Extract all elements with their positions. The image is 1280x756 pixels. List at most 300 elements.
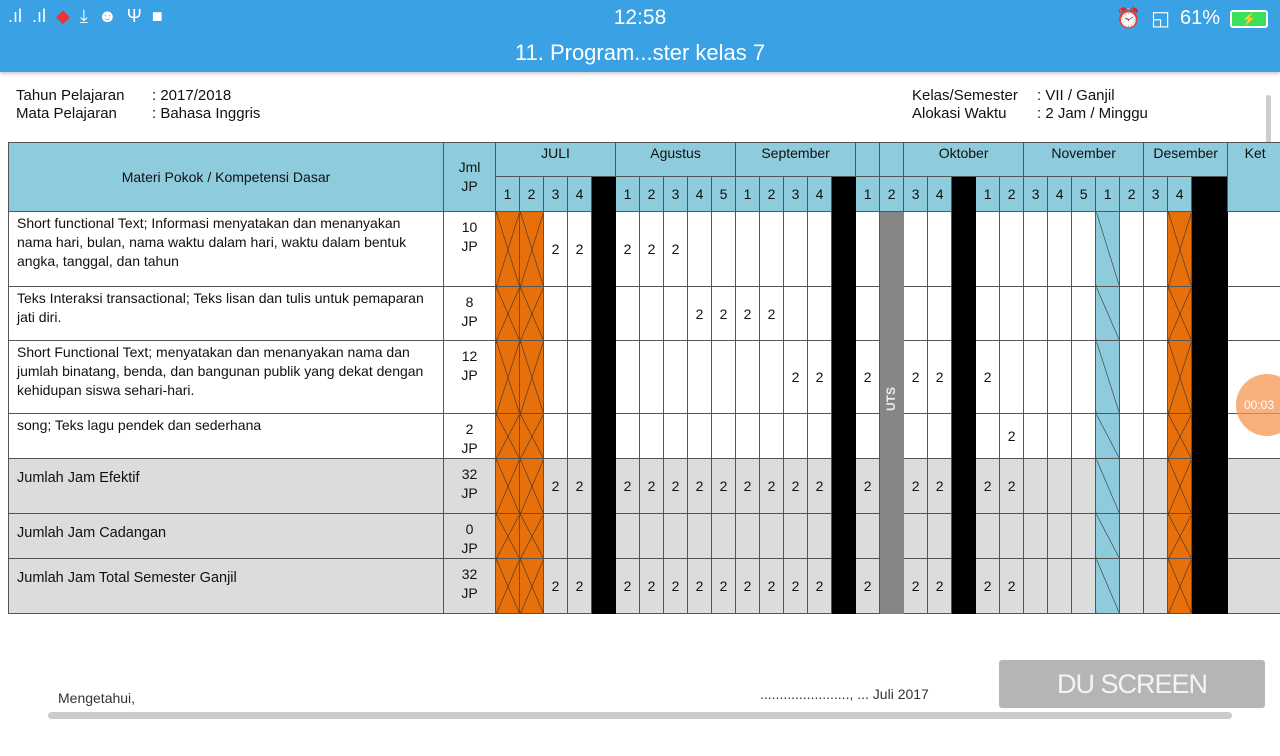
tahun-label: Tahun Pelajaran xyxy=(16,87,152,105)
week-cell: 2 xyxy=(616,459,640,514)
week-cell xyxy=(664,341,688,414)
week-cell xyxy=(976,212,1000,287)
week-cell xyxy=(1120,514,1144,559)
month-header: JULI xyxy=(496,143,616,177)
week-cell xyxy=(520,514,544,559)
week-cell xyxy=(832,514,856,559)
week-cell xyxy=(1096,459,1120,514)
week-header: 3 xyxy=(904,177,928,212)
week-cell xyxy=(952,287,976,341)
week-cell xyxy=(1024,287,1048,341)
week-cell xyxy=(1168,341,1192,414)
week-cell: 2 xyxy=(856,341,880,414)
week-cell xyxy=(1120,459,1144,514)
week-cell xyxy=(568,414,592,459)
week-cell xyxy=(1072,212,1096,287)
jp-cell: 10 JP xyxy=(444,212,496,287)
week-cell xyxy=(1096,212,1120,287)
materi-cell: Short functional Text; Informasi menyatakan dan menanyakan nama hari, bulan, nama waktu dalam hari, waktu dalam bentuk angka, tanggal, dan tahun xyxy=(9,212,444,287)
cast-icon: ◱ xyxy=(1151,6,1170,31)
week-cell xyxy=(1096,341,1120,414)
week-cell xyxy=(952,514,976,559)
week-header: 5 xyxy=(1072,177,1096,212)
week-cell xyxy=(1144,341,1168,414)
week-cell: 2 xyxy=(784,459,808,514)
week-cell xyxy=(952,341,976,414)
week-cell xyxy=(1144,414,1168,459)
week-header xyxy=(832,177,856,212)
week-cell xyxy=(688,212,712,287)
week-header xyxy=(592,177,616,212)
download-icon: ⤓ xyxy=(80,6,88,27)
week-cell: 2 xyxy=(712,559,736,614)
week-cell xyxy=(736,514,760,559)
jp-cell: 8 JP xyxy=(444,287,496,341)
clock: 12:58 xyxy=(0,6,1280,30)
week-cell xyxy=(520,287,544,341)
week-cell: 2 xyxy=(544,559,568,614)
week-cell: 2 xyxy=(640,559,664,614)
week-cell: 2 xyxy=(616,212,640,287)
week-cell xyxy=(1192,287,1228,341)
week-cell xyxy=(808,414,832,459)
week-cell xyxy=(664,287,688,341)
week-cell xyxy=(1168,459,1192,514)
week-header: 4 xyxy=(808,177,832,212)
week-cell: 2 xyxy=(976,459,1000,514)
week-header xyxy=(1192,177,1228,212)
week-cell: 2 xyxy=(688,287,712,341)
summary-row xyxy=(9,514,1280,559)
month-header: Oktober xyxy=(904,143,1024,177)
week-header: 2 xyxy=(520,177,544,212)
week-cell: 2 xyxy=(976,559,1000,614)
week-cell: 2 xyxy=(688,459,712,514)
month-header: September xyxy=(736,143,856,177)
week-cell: 2 xyxy=(544,459,568,514)
week-cell: 2 xyxy=(664,459,688,514)
week-cell xyxy=(856,414,880,459)
week-cell xyxy=(544,341,568,414)
week-cell: 2 xyxy=(736,459,760,514)
week-cell xyxy=(712,514,736,559)
week-header: 2 xyxy=(640,177,664,212)
ket-cell xyxy=(1228,514,1280,559)
week-cell xyxy=(520,341,544,414)
week-cell xyxy=(976,287,1000,341)
week-cell xyxy=(568,341,592,414)
week-cell xyxy=(1072,459,1096,514)
week-cell xyxy=(1192,212,1228,287)
week-cell xyxy=(592,459,616,514)
week-cell xyxy=(592,514,616,559)
week-cell xyxy=(760,414,784,459)
week-cell xyxy=(784,514,808,559)
week-cell: 2 xyxy=(688,559,712,614)
week-cell xyxy=(832,559,856,614)
table-row xyxy=(9,287,1280,341)
week-cell xyxy=(1072,287,1096,341)
week-cell xyxy=(1120,341,1144,414)
week-cell: 2 xyxy=(784,559,808,614)
mengetahui-label: Mengetahui, xyxy=(58,690,135,707)
week-cell: 2 xyxy=(904,559,928,614)
week-cell: 2 xyxy=(760,559,784,614)
week-cell xyxy=(496,287,520,341)
week-cell xyxy=(712,341,736,414)
materi-cell: Jumlah Jam Efektif xyxy=(9,459,444,514)
week-cell xyxy=(520,459,544,514)
week-cell xyxy=(832,212,856,287)
week-cell xyxy=(1120,287,1144,341)
month-header xyxy=(856,143,880,177)
week-cell xyxy=(952,559,976,614)
week-cell xyxy=(592,341,616,414)
jp-cell: 32 JP xyxy=(444,459,496,514)
week-cell: 2 xyxy=(568,212,592,287)
week-cell: 2 xyxy=(760,459,784,514)
week-cell xyxy=(1048,459,1072,514)
week-cell xyxy=(760,212,784,287)
week-header: 1 xyxy=(856,177,880,212)
week-cell xyxy=(496,414,520,459)
week-header xyxy=(952,177,976,212)
week-cell: 2 xyxy=(736,287,760,341)
week-cell xyxy=(640,414,664,459)
mapel-value: : Bahasa Inggris xyxy=(152,105,260,122)
week-cell xyxy=(496,459,520,514)
week-cell xyxy=(928,287,952,341)
horizontal-scrollbar[interactable] xyxy=(48,712,1232,719)
week-cell xyxy=(1168,559,1192,614)
week-cell xyxy=(1096,414,1120,459)
week-header: 3 xyxy=(1024,177,1048,212)
week-cell xyxy=(1120,414,1144,459)
video-icon: ■ xyxy=(152,6,163,27)
week-cell xyxy=(832,414,856,459)
ket-cell xyxy=(1228,212,1280,287)
materi-cell: Short Functional Text; menyatakan dan menanyakan nama dan jumlah binatang, benda, dan bangunan publik yang dekat dengan kehidupan siswa sehari-hari. xyxy=(9,341,444,414)
week-cell xyxy=(736,341,760,414)
meta-left xyxy=(16,87,260,123)
week-cell xyxy=(1192,414,1228,459)
week-cell xyxy=(832,341,856,414)
week-cell xyxy=(616,414,640,459)
week-header: 4 xyxy=(688,177,712,212)
week-cell: 2 xyxy=(664,212,688,287)
week-cell xyxy=(1048,341,1072,414)
week-cell: 2 xyxy=(712,287,736,341)
week-header: 2 xyxy=(880,177,904,212)
week-cell xyxy=(688,341,712,414)
week-cell xyxy=(568,287,592,341)
week-cell xyxy=(1144,459,1168,514)
week-cell xyxy=(1144,559,1168,614)
week-cell xyxy=(880,514,904,559)
week-cell: 2 xyxy=(1000,559,1024,614)
week-cell: 2 xyxy=(1000,414,1024,459)
week-cell: 2 xyxy=(976,341,1000,414)
recorder-timer-bubble[interactable]: 00:03 xyxy=(1236,374,1280,436)
week-header: 3 xyxy=(544,177,568,212)
table-row xyxy=(9,212,1280,287)
week-cell xyxy=(880,559,904,614)
week-cell xyxy=(688,514,712,559)
week-cell xyxy=(1024,212,1048,287)
week-cell xyxy=(1120,212,1144,287)
week-cell xyxy=(832,459,856,514)
week-cell xyxy=(1168,212,1192,287)
tahun-value: : 2017/2018 xyxy=(152,87,231,104)
week-header: 1 xyxy=(1096,177,1120,212)
week-cell xyxy=(1024,341,1048,414)
materi-cell: Jumlah Jam Total Semester Ganjil xyxy=(9,559,444,614)
week-cell xyxy=(928,514,952,559)
ket-cell xyxy=(1228,459,1280,514)
week-cell xyxy=(1000,287,1024,341)
materi-cell: Jumlah Jam Cadangan xyxy=(9,514,444,559)
ket-cell xyxy=(1228,287,1280,341)
week-cell: 2 xyxy=(856,459,880,514)
week-cell xyxy=(760,341,784,414)
week-cell xyxy=(1096,559,1120,614)
week-cell xyxy=(520,212,544,287)
week-cell xyxy=(1192,559,1228,614)
week-cell xyxy=(1048,212,1072,287)
header-jml-jp: Jml JP xyxy=(444,143,496,212)
week-cell: 2 xyxy=(712,459,736,514)
week-cell xyxy=(520,414,544,459)
summary-row xyxy=(9,559,1280,614)
week-cell: 2 xyxy=(856,559,880,614)
summary-row xyxy=(9,459,1280,514)
week-cell xyxy=(568,514,592,559)
week-cell xyxy=(1048,287,1072,341)
week-cell xyxy=(1120,559,1144,614)
month-header: Desember xyxy=(1144,143,1228,177)
week-cell xyxy=(808,514,832,559)
week-cell xyxy=(880,287,904,341)
materi-cell: Teks Interaksi transactional; Teks lisan dan tulis untuk pemaparan jati diri. xyxy=(9,287,444,341)
week-cell xyxy=(784,414,808,459)
document-title: 11. Program...ster kelas 7 xyxy=(0,36,1280,72)
jp-cell: 12 JP xyxy=(444,341,496,414)
week-cell xyxy=(952,459,976,514)
week-cell xyxy=(1048,559,1072,614)
battery-percent: 61% xyxy=(1180,7,1220,30)
week-cell: 2 xyxy=(664,559,688,614)
week-cell xyxy=(496,514,520,559)
week-cell xyxy=(1144,212,1168,287)
header-materi: Materi Pokok / Kompetensi Dasar xyxy=(9,143,444,212)
mapel-label: Mata Pelajaran xyxy=(16,105,152,123)
week-cell xyxy=(856,287,880,341)
jp-cell: 0 JP xyxy=(444,514,496,559)
week-cell: 2 xyxy=(640,459,664,514)
week-cell: 2 xyxy=(904,341,928,414)
week-cell xyxy=(496,341,520,414)
week-cell xyxy=(592,212,616,287)
week-cell xyxy=(544,414,568,459)
week-cell xyxy=(832,287,856,341)
week-cell xyxy=(1144,287,1168,341)
week-cell: 2 xyxy=(760,287,784,341)
week-header: 1 xyxy=(976,177,1000,212)
program-semester-table xyxy=(8,142,1280,614)
week-cell xyxy=(592,559,616,614)
week-header: 1 xyxy=(496,177,520,212)
notification-icon: ◆ xyxy=(56,6,70,27)
week-cell xyxy=(928,414,952,459)
week-cell xyxy=(1168,414,1192,459)
week-cell xyxy=(928,212,952,287)
month-header: Agustus xyxy=(616,143,736,177)
week-cell xyxy=(1048,414,1072,459)
signal-icon: .ıl xyxy=(8,6,22,27)
month-header: November xyxy=(1024,143,1144,177)
week-cell xyxy=(952,212,976,287)
week-header: 4 xyxy=(928,177,952,212)
signal-icon: .ıl xyxy=(32,6,46,27)
week-cell xyxy=(544,287,568,341)
week-cell: 2 xyxy=(640,212,664,287)
week-cell xyxy=(1000,341,1024,414)
jp-cell: 2 JP xyxy=(444,414,496,459)
week-cell xyxy=(808,212,832,287)
week-cell xyxy=(1000,212,1024,287)
week-cell xyxy=(592,414,616,459)
week-cell xyxy=(1192,514,1228,559)
month-header xyxy=(880,143,904,177)
week-cell: 2 xyxy=(616,559,640,614)
week-cell: 2 xyxy=(928,341,952,414)
week-cell xyxy=(760,514,784,559)
alarm-icon: ⏰ xyxy=(1116,6,1141,31)
week-header: 4 xyxy=(568,177,592,212)
week-cell xyxy=(808,287,832,341)
uts-label: UTS xyxy=(884,381,898,417)
alokasi-label: Alokasi Waktu xyxy=(912,105,1037,123)
week-cell xyxy=(712,414,736,459)
week-cell xyxy=(952,414,976,459)
week-cell xyxy=(664,514,688,559)
week-header: 4 xyxy=(1048,177,1072,212)
week-cell xyxy=(688,414,712,459)
week-cell xyxy=(712,212,736,287)
week-cell xyxy=(1000,514,1024,559)
week-cell xyxy=(640,514,664,559)
week-cell xyxy=(592,287,616,341)
week-cell xyxy=(976,514,1000,559)
kelas-value: : VII / Ganjil xyxy=(1037,87,1115,104)
week-cell xyxy=(904,514,928,559)
week-cell: 2 xyxy=(568,459,592,514)
status-bar xyxy=(0,0,1280,36)
week-cell: 2 xyxy=(904,459,928,514)
week-cell: 2 xyxy=(928,459,952,514)
week-cell xyxy=(616,514,640,559)
week-cell xyxy=(616,341,640,414)
week-cell xyxy=(1096,287,1120,341)
week-header: 3 xyxy=(1144,177,1168,212)
week-cell xyxy=(496,212,520,287)
week-cell: 2 xyxy=(1000,459,1024,514)
week-cell xyxy=(1072,559,1096,614)
week-cell xyxy=(1168,514,1192,559)
kelas-label: Kelas/Semester xyxy=(912,87,1037,105)
week-header: 2 xyxy=(1120,177,1144,212)
week-cell xyxy=(784,287,808,341)
battery-charging-icon: ⚡ xyxy=(1230,10,1268,28)
week-cell xyxy=(640,341,664,414)
usb-icon: Ψ xyxy=(127,6,142,27)
week-header: 3 xyxy=(664,177,688,212)
week-cell xyxy=(1096,514,1120,559)
alokasi-value: : 2 Jam / Minggu xyxy=(1037,105,1148,122)
week-cell xyxy=(880,212,904,287)
week-cell xyxy=(1024,414,1048,459)
week-cell xyxy=(1024,559,1048,614)
week-cell xyxy=(1168,287,1192,341)
week-cell xyxy=(736,414,760,459)
screen-recorder-watermark: DU SCREEN RECORDER xyxy=(999,660,1265,708)
week-cell: 2 xyxy=(736,559,760,614)
week-cell xyxy=(1072,514,1096,559)
week-header: 5 xyxy=(712,177,736,212)
week-header: 1 xyxy=(736,177,760,212)
table-row xyxy=(9,341,1280,414)
week-cell xyxy=(544,514,568,559)
week-cell xyxy=(904,414,928,459)
week-cell xyxy=(880,459,904,514)
week-cell: 2 xyxy=(544,212,568,287)
week-cell xyxy=(640,287,664,341)
week-cell xyxy=(1048,514,1072,559)
week-cell: 2 xyxy=(808,559,832,614)
robot-icon: ☻ xyxy=(98,6,117,27)
week-header: 1 xyxy=(616,177,640,212)
week-cell xyxy=(520,559,544,614)
week-header: 3 xyxy=(784,177,808,212)
week-cell: 2 xyxy=(808,459,832,514)
week-cell xyxy=(1072,414,1096,459)
week-cell xyxy=(880,414,904,459)
week-cell xyxy=(784,212,808,287)
materi-cell: song; Teks lagu pendek dan sederhana xyxy=(9,414,444,459)
status-icons-right xyxy=(1116,6,1268,31)
table-row xyxy=(9,414,1280,459)
week-cell xyxy=(496,559,520,614)
header-ket: Ket xyxy=(1228,143,1280,212)
week-cell xyxy=(1072,341,1096,414)
week-cell xyxy=(904,212,928,287)
week-cell xyxy=(1024,459,1048,514)
week-cell xyxy=(976,414,1000,459)
signature-date: ......................., ... Juli 2017 xyxy=(760,686,929,703)
week-header: 2 xyxy=(760,177,784,212)
week-cell xyxy=(736,212,760,287)
week-cell xyxy=(664,414,688,459)
week-cell: 2 xyxy=(784,341,808,414)
week-cell xyxy=(856,514,880,559)
week-header: 2 xyxy=(1000,177,1024,212)
ket-cell xyxy=(1228,559,1280,614)
week-cell: 2 xyxy=(568,559,592,614)
week-cell xyxy=(1192,459,1228,514)
week-cell xyxy=(904,287,928,341)
week-cell: 2 xyxy=(928,559,952,614)
week-cell: 2 xyxy=(808,341,832,414)
